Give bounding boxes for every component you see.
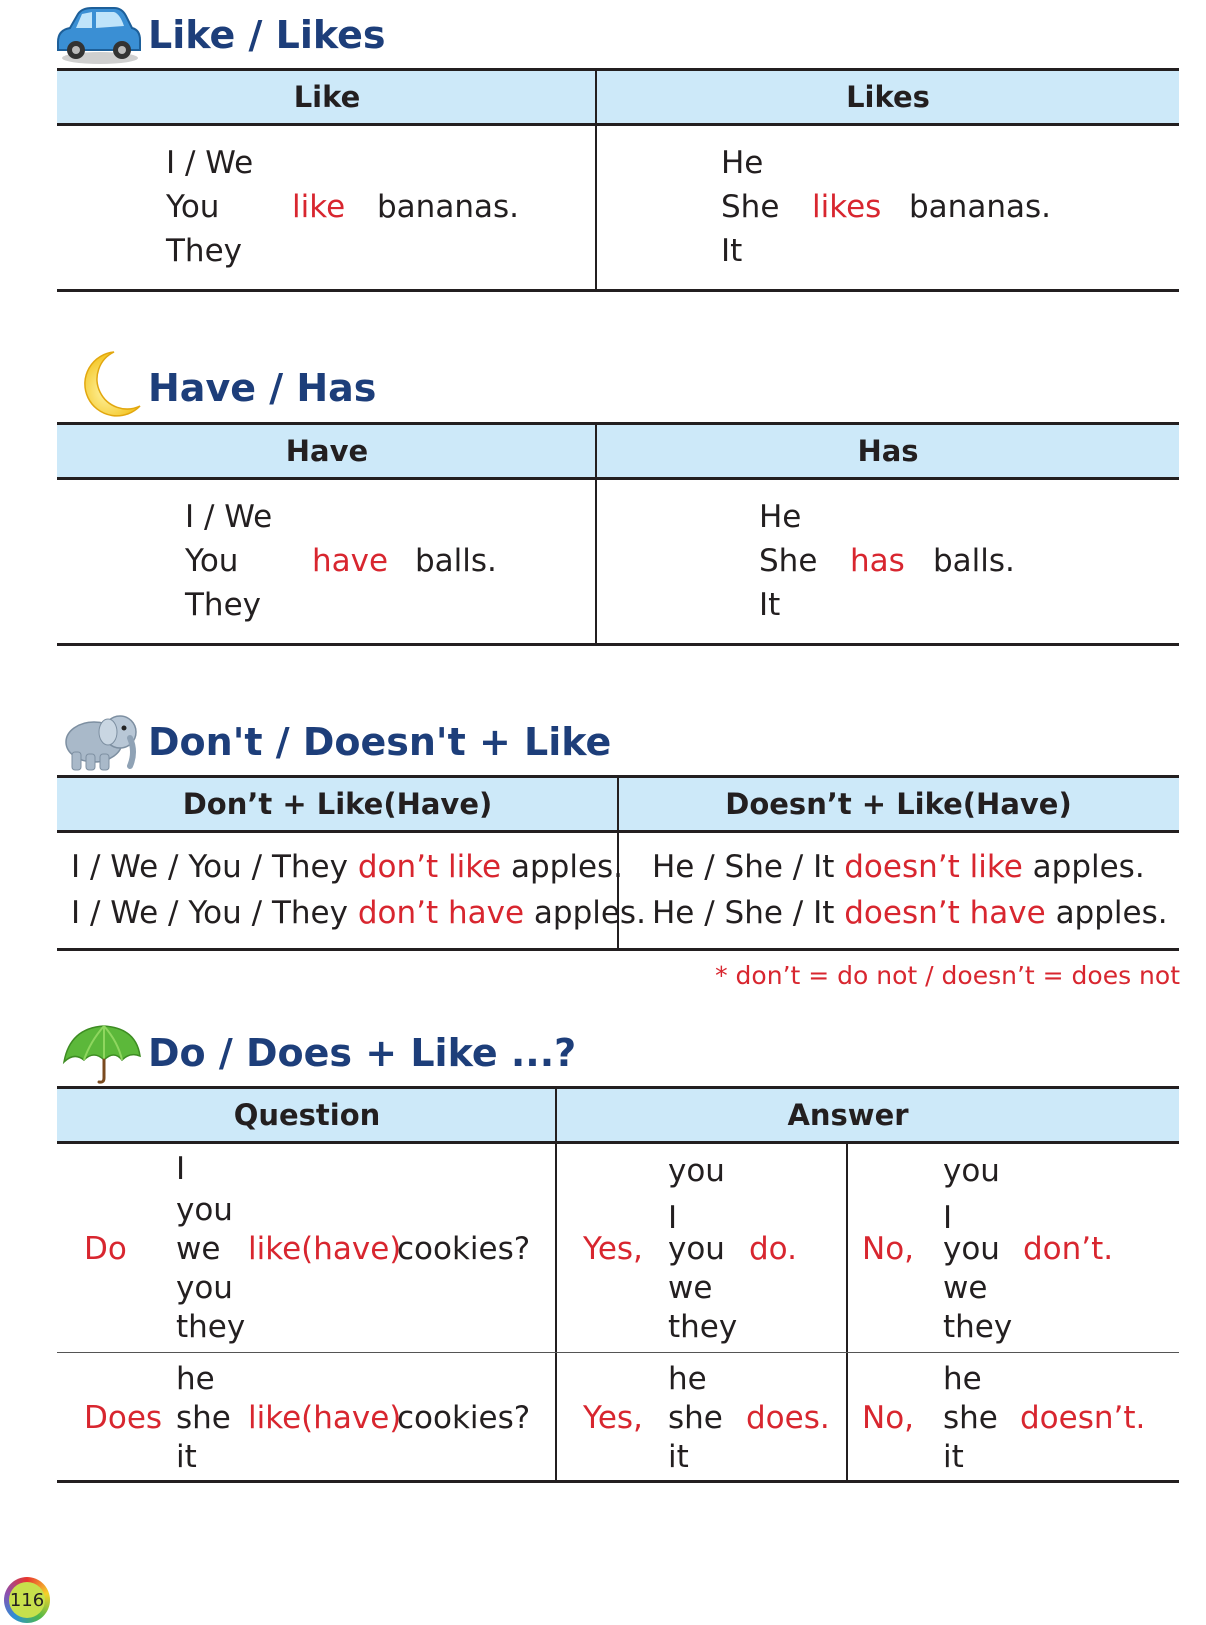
subject: She — [721, 189, 780, 225]
subject: I — [943, 1200, 953, 1236]
sentence: I / We / You / They don’t like apples. — [71, 849, 624, 885]
dont-doesnt-table — [57, 775, 1179, 951]
table-bottom-rule — [57, 1480, 1179, 1483]
subject: he — [943, 1361, 982, 1397]
column-divider — [555, 1086, 557, 1483]
subject: we — [668, 1270, 713, 1306]
subject: it — [943, 1439, 964, 1475]
verb: does. — [746, 1400, 830, 1436]
subject: it — [176, 1439, 197, 1475]
subject: we — [943, 1270, 988, 1306]
verb: like(have) — [248, 1231, 402, 1267]
object: bananas. — [377, 189, 519, 225]
subject: He — [759, 499, 802, 535]
aux-does: Does — [84, 1400, 163, 1436]
subject: she — [943, 1400, 998, 1436]
moon-icon — [70, 348, 142, 420]
subject: we — [176, 1231, 221, 1267]
object: balls. — [415, 543, 497, 579]
subject: you — [668, 1231, 725, 1267]
sentence: He / She / It doesn’t have apples. — [652, 895, 1168, 931]
subject: He — [721, 145, 764, 181]
subject: It — [759, 587, 781, 623]
subject: you — [943, 1153, 1000, 1189]
subject: they — [668, 1309, 738, 1345]
subject: You — [185, 543, 239, 579]
subject: You — [166, 189, 220, 225]
verb: don’t. — [1023, 1231, 1114, 1267]
subject: They — [185, 587, 262, 623]
verb: have — [312, 543, 389, 579]
page-number: 116 — [9, 1582, 45, 1618]
subject: I / We — [166, 145, 254, 181]
column-divider — [846, 1144, 848, 1483]
subject: They — [166, 233, 243, 269]
column-divider — [595, 68, 597, 292]
section-title-like: Like / Likes — [148, 13, 386, 57]
verb: doesn’t. — [1020, 1400, 1146, 1436]
umbrella-icon — [60, 1022, 142, 1084]
sentence: I / We / You / They don’t have apples. — [71, 895, 646, 931]
do-does-table — [57, 1086, 1179, 1483]
object: bananas. — [909, 189, 1051, 225]
column-divider — [595, 422, 597, 646]
yes-label: Yes, — [583, 1400, 643, 1436]
abbreviation-note: * don’t = do not / doesn’t = does not — [715, 961, 1180, 990]
like-likes-table — [57, 68, 1179, 292]
verb: do. — [749, 1231, 797, 1267]
sentence: He / She / It doesn’t like apples. — [652, 849, 1145, 885]
subject: it — [668, 1439, 689, 1475]
header-question: Question — [233, 1098, 381, 1132]
have-has-table — [57, 422, 1179, 646]
table-bottom-rule — [57, 643, 1179, 646]
subject: It — [721, 233, 743, 269]
car-icon — [52, 2, 144, 66]
verb: has — [850, 543, 905, 579]
section-title-do-does: Do / Does + Like ...? — [148, 1031, 577, 1075]
object: cookies? — [397, 1231, 531, 1267]
table-header — [57, 1086, 1179, 1144]
elephant-icon — [60, 708, 142, 774]
section-title-have: Have / Has — [148, 366, 377, 410]
yes-label: Yes, — [583, 1231, 643, 1267]
subject: they — [176, 1309, 246, 1345]
object: cookies? — [397, 1400, 531, 1436]
no-label: No, — [862, 1400, 915, 1436]
aux-do: Do — [84, 1231, 127, 1267]
table-bottom-rule — [57, 289, 1179, 292]
subject: he — [176, 1361, 215, 1397]
table-header — [57, 422, 1179, 480]
row-divider — [57, 1352, 1179, 1353]
table-bottom-rule — [57, 948, 1179, 951]
page-number-badge — [4, 1577, 50, 1623]
header-doesnt: Doesn’t + Like(Have) — [725, 787, 1072, 821]
header-dont: Don’t + Like(Have) — [182, 787, 493, 821]
subject: she — [176, 1400, 231, 1436]
subject: they — [943, 1309, 1013, 1345]
subject: he — [668, 1361, 707, 1397]
verb: likes — [812, 189, 882, 225]
subject: I — [668, 1200, 678, 1236]
header-likes: Likes — [846, 80, 930, 114]
object: balls. — [933, 543, 1015, 579]
subject: I / We — [185, 499, 273, 535]
header-like: Like — [293, 80, 361, 114]
subject: you — [943, 1231, 1000, 1267]
table-header — [57, 68, 1179, 126]
subject: you — [176, 1270, 233, 1306]
header-has: Has — [857, 434, 919, 468]
subject: She — [759, 543, 818, 579]
subject: you — [176, 1192, 233, 1228]
section-title-dont-doesnt: Don't / Doesn't + Like — [148, 720, 612, 764]
subject: I — [176, 1151, 186, 1187]
header-answer: Answer — [787, 1098, 909, 1132]
no-label: No, — [862, 1231, 915, 1267]
subject: she — [668, 1400, 723, 1436]
header-have: Have — [285, 434, 369, 468]
verb: like(have) — [248, 1400, 402, 1436]
verb: like — [292, 189, 346, 225]
subject: you — [668, 1153, 725, 1189]
